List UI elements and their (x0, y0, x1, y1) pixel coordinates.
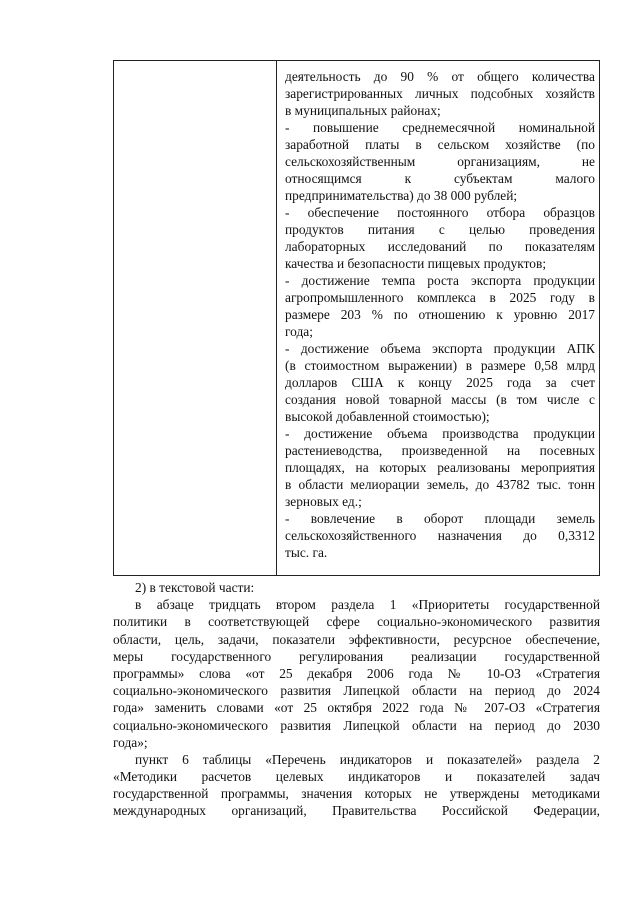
table-cell-line: - вовлечение в оборот площади земель (285, 511, 595, 526)
text-line: области, цель, задачи, показатели эффективности, ресурсное обеспечение, (113, 631, 600, 647)
table-cell-line: - повышение среднемесячной номинальной (285, 120, 595, 135)
table-cell-line: (в стоимостном выражении) в размере 0,58 млрд (285, 358, 595, 373)
table-cell-line: долларов США к концу 2025 года за счет (285, 375, 595, 390)
text-line: международных организаций, Правительства Российской Федерации, (113, 803, 600, 819)
text-line: «Методики расчетов целевых индикаторов и показателей задач (113, 769, 600, 785)
table-cell-line: качества и безопасности пищевых продуктов; (285, 256, 547, 271)
table-cell-line: продуктов питания с целью проведения (285, 222, 595, 237)
text-line: 2) в текстовой части: (135, 580, 255, 595)
text-line: политики в соответствующей сфере социально-экономического развития (113, 614, 600, 630)
table-cell-line: растениеводства, произведенной на посевных (285, 443, 595, 458)
text-line: государственной программы, значения которых не утверждены методиками (113, 786, 600, 802)
table-right-cell (277, 61, 599, 575)
body-text (113, 579, 600, 820)
table-cell-line: зерновых ед.; (285, 494, 362, 509)
table-cell-line: предпринимательства) до 38 000 рублей; (285, 188, 518, 203)
text-line: программы» слова «от 25 декабря 2006 года № 10-ОЗ «Стратегия (113, 665, 600, 681)
table-cell-line: - достижение объема производства продукции (285, 426, 595, 441)
text-line: социально-экономического развития Липецкой области на период до 2024 (113, 683, 600, 699)
indicators-table (113, 60, 600, 576)
table-cell-line: заработной платы в сельском хозяйстве (по (285, 137, 595, 152)
table-cell-line: агропромышленного комплекса в 2025 году в (285, 290, 595, 305)
table-cell-line: - обеспечение постоянного отбора образцов (285, 205, 595, 220)
table-cell-line: создания новой товарной массы (в том числе с (285, 392, 595, 407)
table-cell-line: сельскохозяйственным организациям, не (285, 154, 595, 169)
table-cell-line: высокой добавленной стоимостью); (285, 409, 490, 424)
table-cell-line: площадях, на которых реализованы мероприятия (285, 460, 595, 475)
table-cell-line: размере 203 % по отношению к уровню 2017 (285, 307, 595, 322)
table-left-cell (114, 61, 277, 575)
text-line: пункт 6 таблицы «Перечень индикаторов и показателей» раздела 2 (135, 751, 600, 767)
table-cell-line: деятельность до 90 % от общего количества (285, 69, 595, 84)
text-line: меры государственного регулирования реализации государственной (113, 648, 600, 664)
table-cell-line: зарегистрированных личных подсобных хозяйств (285, 86, 595, 101)
table-cell-line: - достижение темпа роста экспорта продукции (285, 273, 595, 288)
text-line: года»; (113, 734, 148, 750)
table-cell-line: в области мелиорации земель, до 43782 тыс. тонн (285, 477, 595, 492)
table-cell-line: года; (285, 324, 313, 339)
table-cell-line: лабораторных исследований по показателям (285, 239, 595, 254)
text-line: социально-экономического развития Липецкой области на период до 2030 (113, 717, 600, 733)
table-cell-line: тыс. га. (285, 545, 328, 560)
text-line: года» заменить словами «от 25 октября 2022 года № 207-ОЗ «Стратегия (113, 700, 600, 716)
table-cell-line: относящимся к субъектам малого (285, 171, 595, 186)
table-cell-line: сельскохозяйственного назначения до 0,3312 (285, 528, 595, 543)
table-cell-line: в муниципальных районах; (285, 103, 441, 118)
table-cell-line: - достижение объема экспорта продукции АПК (285, 341, 595, 356)
text-line: в абзаце тридцать втором раздела 1 «Приоритеты государственной (135, 597, 600, 613)
